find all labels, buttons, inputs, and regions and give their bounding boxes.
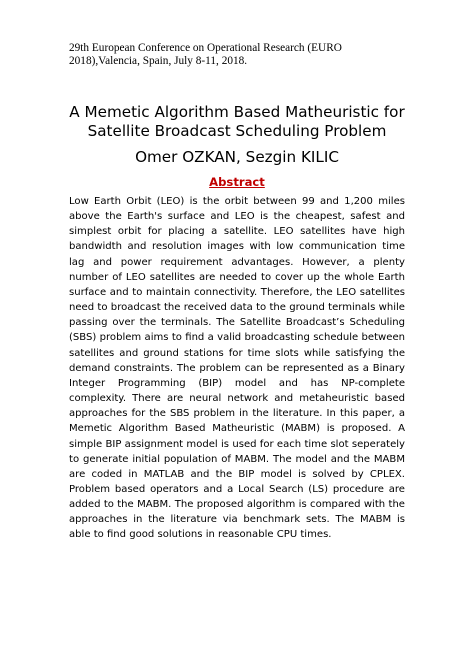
paper-authors: Omer OZKAN, Sezgin KILIC: [135, 148, 339, 166]
abstract-heading-label: Abstract: [209, 175, 265, 189]
abstract-heading: [60, 175, 414, 189]
abstract-body: Low Earth Orbit (LEO) is the orbit between 99 and 1,200 miles above the Earth's surface and LEO is the cheapest, safest and simplest orbit for placing a satellite. LEO satellites have high bandwidth and resolution images with low communication time lag and power requirement advantages. However, a plenty number of LEO satellites are needed to cover up the whole Earth surface and to maintain connectivity. Therefore, the LEO satellites need to broadcast the received data to the ground terminals while passing over the terminals. The Satellite Broadcast’s Scheduling (SBS) problem aims to find a valid broadcasting schedule between satellites and ground stations for time slots while satisfying the demand constraints. The problem can be represented as a Binary Integer Programming (BIP) model and has NP-complete complexity. There are neural network and metaheuristic based approaches for the SBS problem in the literature. In this paper, a Memetic Algorithm Based Matheuristic (MABM) is proposed. A simple BIP assignment model is used for each time slot seperately to generate initial population of MABM. The model and the MABM are coded in MATLAB and the BIP model is solved by CPLEX. Problem based operators and a Local Search (LS) procedure are added to the MABM. The proposed algorithm is compared with the approaches in the literature via benchmark sets. The MABM is able to find good solutions in reasonable CPU times.: [69, 196, 405, 541]
paper-title: A Memetic Algorithm Based Matheuristic for Satellite Broadcast Scheduling Problem: [69, 103, 405, 140]
conference-header: 29th European Conference on Operational Research (EURO 2018),Valencia, Spain, July 8-11, 2018.: [69, 42, 342, 67]
